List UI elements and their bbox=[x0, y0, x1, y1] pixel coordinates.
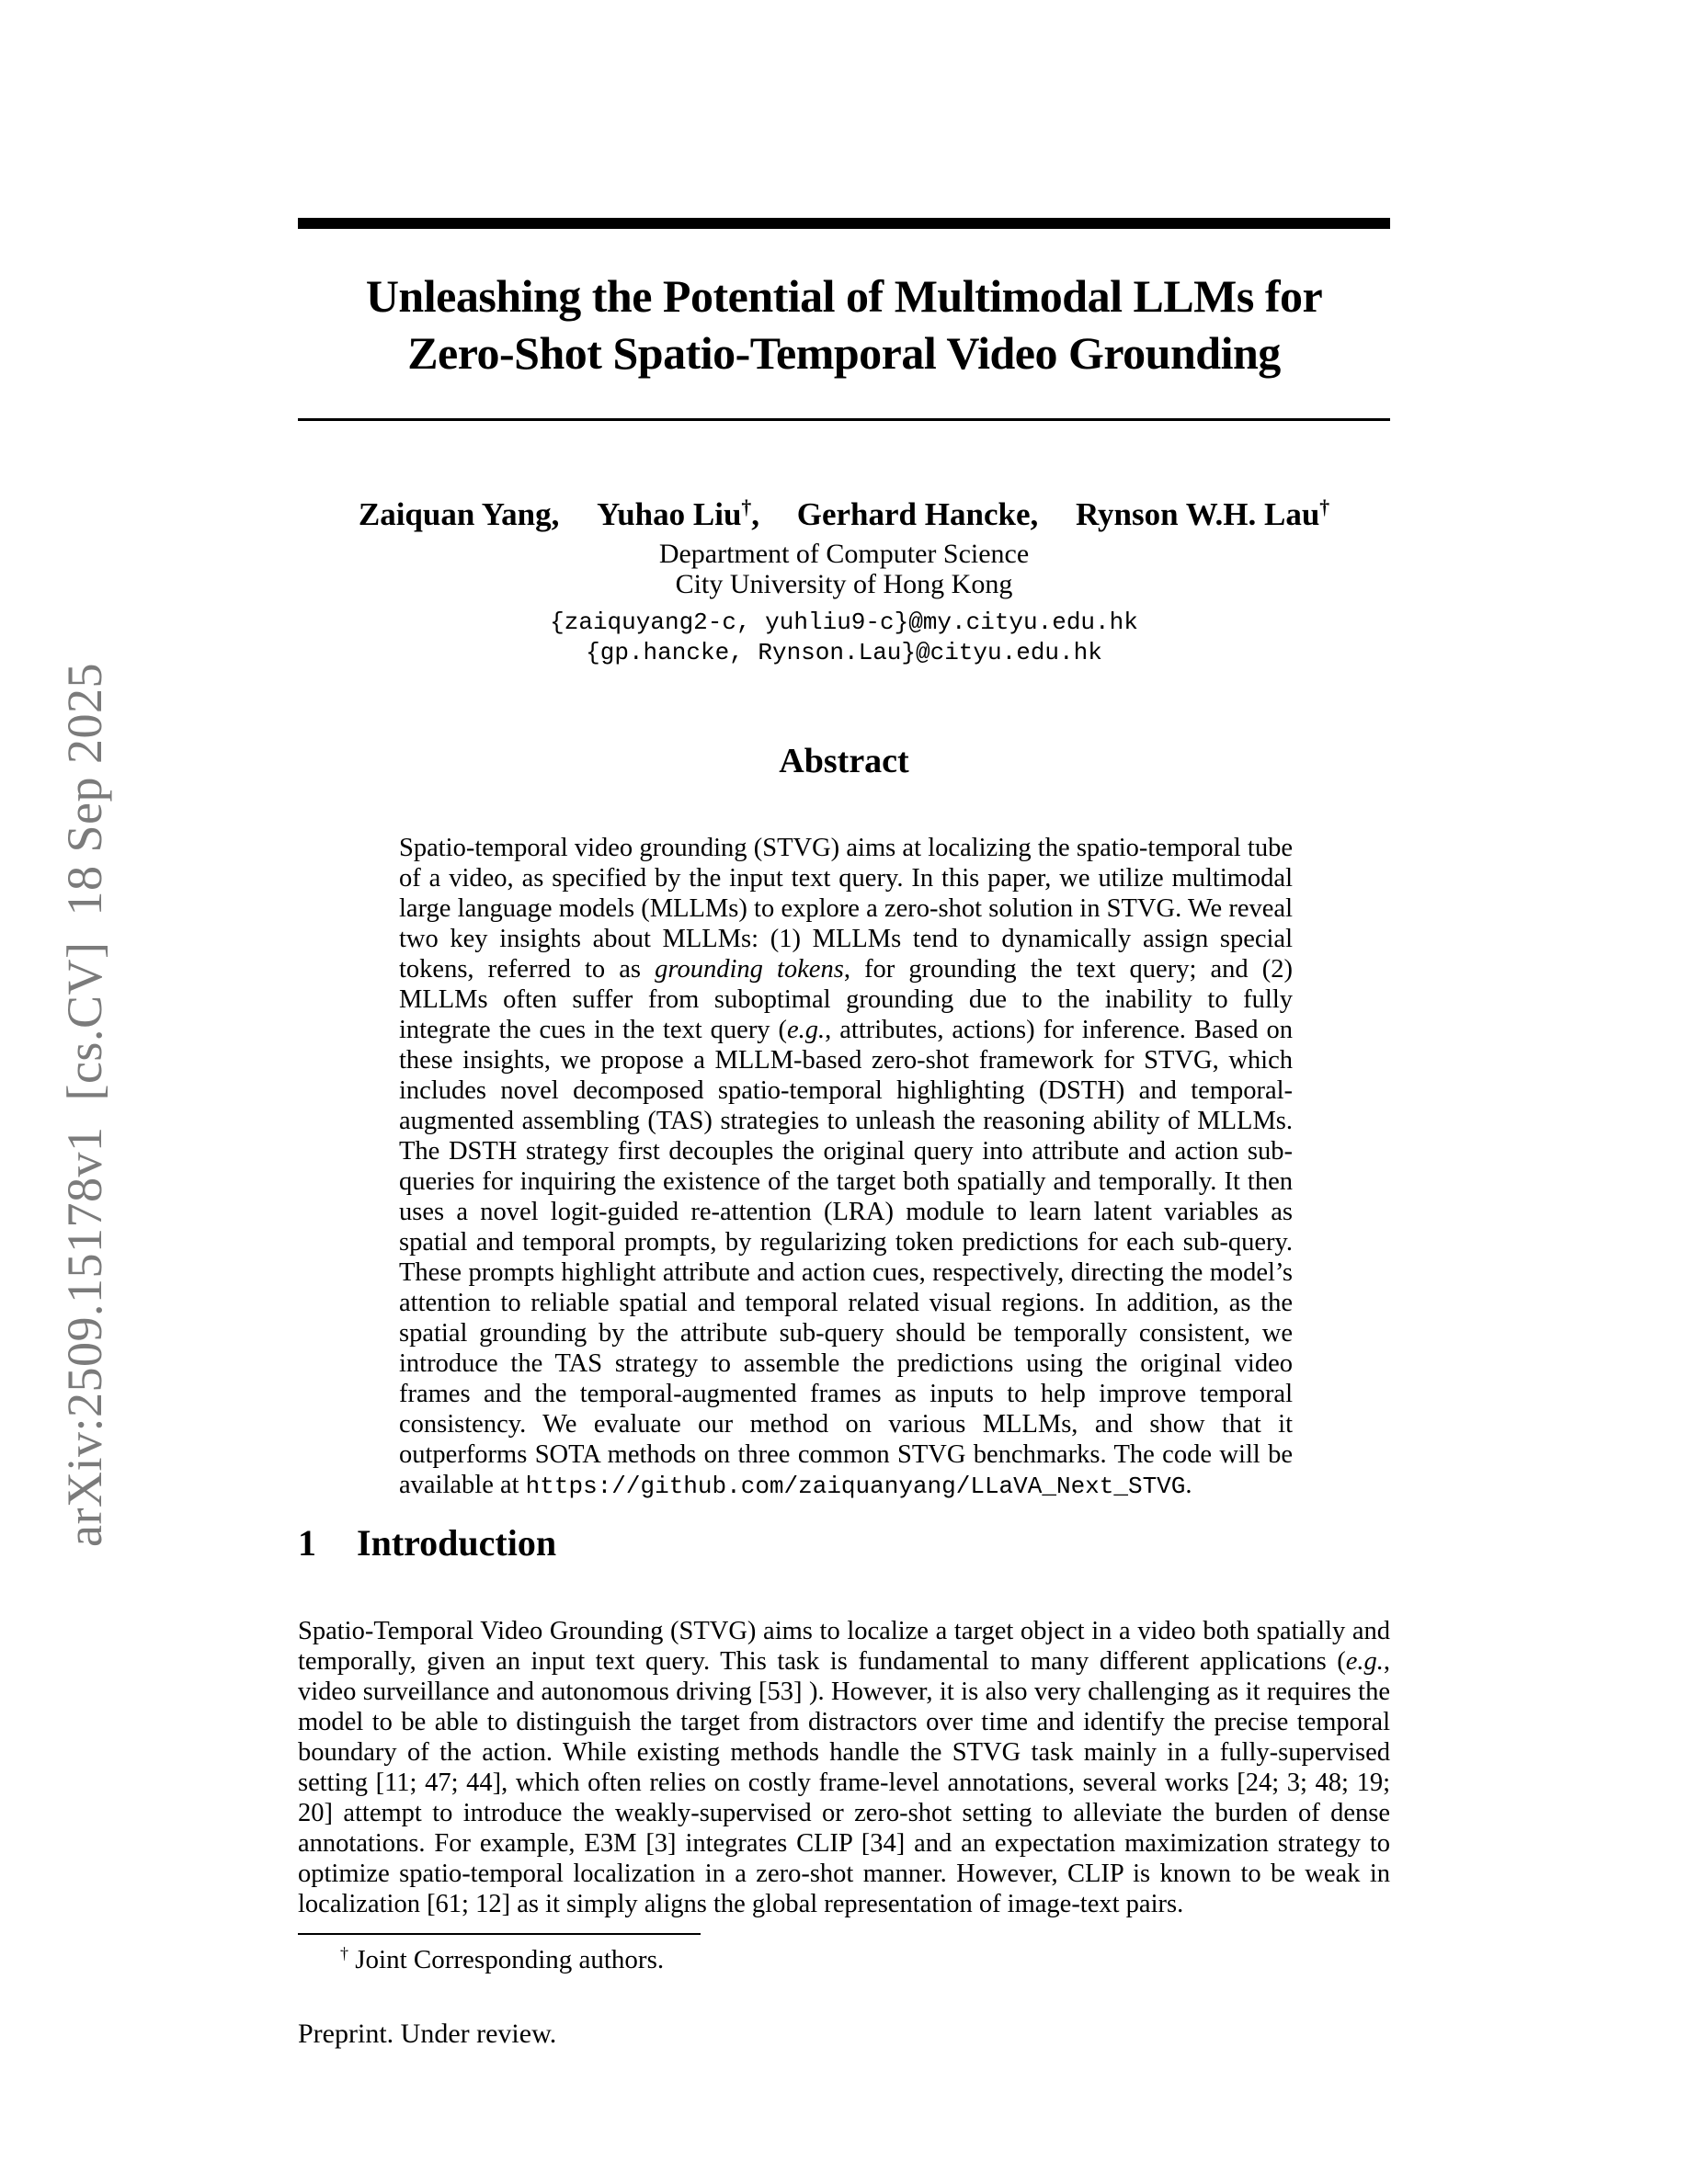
abstract-text: , for grounding the text query; and (2) MLLMs often suffer from suboptimal grounding due to the inability to fully integrate the cues in the text query ( bbox=[399, 954, 1294, 1044]
author-list bbox=[252, 496, 1436, 533]
author-name: Rynson W.H. Lau† bbox=[1076, 496, 1330, 532]
section-title: Introduction bbox=[357, 1522, 557, 1564]
paper-title-line2: Zero-Shot Spatio-Temporal Video Grounding bbox=[407, 327, 1281, 379]
footnote-text: Joint Corresponding authors. bbox=[348, 1945, 665, 1974]
author-emails-line1: {zaiquyang2-c, yuhliu9-c}@my.cityu.edu.hk bbox=[550, 609, 1138, 636]
abstract-text: . bbox=[1185, 1470, 1192, 1499]
footnote-rule bbox=[298, 1933, 701, 1935]
title-top-rule bbox=[298, 218, 1390, 229]
dagger-marker: † bbox=[741, 496, 752, 519]
introduction-text: , video surveillance and autonomous driving [53] ). However, it is also very challenging as it requires the model to be able to distinguish the target from distractors over time and identify the precise temporal boundary of the action. While existing methods handle the STVG task mainly in a fully-supervised setting [11; 47; 44], which often relies on costly frame-level annotations, several works [24; 3; 48; 19; 20] attempt to introduce the weakly-supervised or zero-shot setting to alleviate the burden of dense annotations. For example, E3M [3] integrates CLIP [34] and an expectation maximization strategy to optimize spatio-temporal localization in a zero-shot manner. However, CLIP is known to be weak in localization [61; 12] as it simply aligns the global representation of image-text pairs. bbox=[298, 1646, 1390, 1918]
arxiv-watermark: arXiv:2509.15178v1 [cs.CV] 18 Sep 2025 bbox=[57, 663, 112, 1547]
abstract-text: , attributes, actions) for inference. Based on these insights, we propose a MLLM-based zero-shot framework for STVG, which includes novel decomposed spatio-temporal highlighting (DSTH) and temporal-augmented assembling (TAS) strategies to unleash the reasoning ability of MLLMs. The DSTH strategy first decouples the original query into attribute and action sub-queries for inquiring the existence of the target both spatially and temporally. It then uses a novel logit-guided re-attention (LRA) module to learn latent variables as spatial and temporal prompts, by regularizing token predictions for each sub-query. These prompts highlight attribute and action cues, respectively, directing the model’s attention to reliable spatial and temporal related visual regions. In addition, as the spatial grounding by the attribute sub-query should be temporally consistent, we introduce the TAS strategy to assemble the predictions using the original video frames and the temporal-augmented frames as inputs to help improve temporal consistency. We evaluate our method on various MLLMs, and show that it outperforms SOTA methods on three common STVG benchmarks. The code will be available at bbox=[399, 1015, 1293, 1499]
abstract-italic-eg: e.g. bbox=[787, 1015, 826, 1044]
introduction-text: Spatio-Temporal Video Grounding (STVG) aims to localize a target object in a video both spatially and temporally, given an input text query. This task is fundamental to many different applications ( bbox=[298, 1616, 1390, 1676]
abstract-italic-grounding-tokens: grounding tokens bbox=[655, 954, 844, 984]
author-name: Zaiquan Yang, bbox=[358, 496, 560, 532]
paper-title-line1: Unleashing the Potential of Multimodal LLMs for bbox=[365, 270, 1323, 322]
title-bottom-rule bbox=[298, 418, 1390, 421]
dagger-marker: † bbox=[1319, 496, 1330, 519]
abstract-paragraph bbox=[399, 833, 1293, 1502]
code-repository-url[interactable]: https://github.com/zaiquanyang/LLaVA_Next_STVG bbox=[525, 1472, 1186, 1500]
author-emails-line2: {gp.hancke, Rynson.Lau}@cityu.edu.hk bbox=[586, 639, 1102, 666]
section-number: 1 bbox=[298, 1522, 316, 1564]
author-name: Gerhard Hancke, bbox=[796, 496, 1039, 532]
abstract-heading: Abstract bbox=[779, 742, 909, 780]
paper-title bbox=[252, 267, 1436, 381]
affiliation-university: City University of Hong Kong bbox=[675, 569, 1013, 599]
section-heading-introduction bbox=[298, 1521, 1390, 1564]
footnote-dagger-marker: † bbox=[340, 1944, 348, 1963]
author-name: Yuhao Liu†, bbox=[597, 496, 760, 532]
abstract-text: Spatio-temporal video grounding (STVG) aims at localizing the spatio-temporal tube of a video, as specified by the input text query. In this paper, we utilize multimodal large language models (MLLMs) to explore a zero-shot solution in STVG. We reveal two key insights about MLLMs: (1) MLLMs tend to dynamically assign special tokens, referred to as bbox=[399, 833, 1293, 984]
preprint-notice: Preprint. Under review. bbox=[298, 2019, 557, 2049]
affiliation-department: Department of Computer Science bbox=[658, 539, 1030, 569]
introduction-italic-eg: e.g. bbox=[1345, 1646, 1384, 1676]
footnote bbox=[298, 1945, 1390, 1975]
introduction-paragraph bbox=[298, 1616, 1390, 1919]
